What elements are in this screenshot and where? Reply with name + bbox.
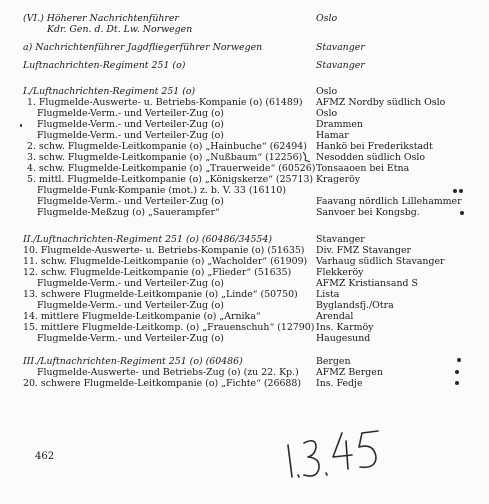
margin-dot (457, 358, 461, 362)
handwritten-note (282, 425, 392, 485)
list-row (0, 322, 489, 333)
unit-location: Flekkeröy (316, 267, 364, 278)
list-row (0, 367, 489, 378)
list-row (0, 256, 489, 267)
unit-name: 1. Flugmelde-Auswerte- u. Betriebs-Kompanie (o) (61489) (27, 97, 303, 108)
list-row (0, 163, 489, 174)
list-row (0, 356, 489, 367)
list-row (0, 289, 489, 300)
unit-location: AFMZ Nordby südlich Oslo (316, 97, 446, 108)
unit-name: Flugmelde-Auswerte- und Betriebs-Zug (o) (zu 22. Kp.) (37, 367, 299, 378)
unit-location: Byglandsfj./Otra (316, 300, 394, 311)
unit-location: Tonsaaoen bei Etna (316, 163, 410, 174)
list-row (0, 108, 489, 119)
unit-name: Flugmelde-Meßzug (o) „Sauerampfer“ (37, 207, 220, 218)
unit-name: Flugmelde-Verm.- und Verteiler-Zug (o) (37, 119, 224, 130)
unit-name: (VI.) Höherer Nachrichtenführer (23, 13, 179, 24)
unit-name: 11. schw. Flugmelde-Leitkompanie (o) „Wacholder“ (61909) (23, 256, 308, 267)
unit-name: Flugmelde-Verm.- und Verteiler-Zug (o) (37, 196, 224, 207)
list-row (0, 119, 489, 130)
unit-name: Flugmelde-Verm.- und Verteiler-Zug (o) (37, 108, 224, 119)
unit-location: Stavanger (316, 234, 365, 245)
margin-dot (460, 211, 464, 215)
unit-name: 10. Flugmelde-Auswerte- u. Betriebs-Kompanie (o) (51635) (23, 245, 305, 256)
unit-name: 12. schw. Flugmelde-Leitkompanie (o) „Flieder“ (51635) (23, 267, 292, 278)
unit-location: Haugesund (316, 333, 371, 344)
unit-location: Ins. Karmöy (316, 322, 374, 333)
unit-location: Oslo (316, 13, 338, 24)
list-row (0, 174, 489, 185)
unit-location: Hamar (316, 130, 349, 141)
list-row (0, 196, 489, 207)
list-row (0, 378, 489, 389)
unit-location: Stavanger (316, 60, 365, 71)
unit-name: 15. mittlere Flugmelde-Leitkomp. (o) „Frauenschuh“ (12790) (23, 322, 315, 333)
list-row (0, 86, 489, 97)
list-row (0, 207, 489, 218)
unit-location: Stavanger (316, 42, 365, 53)
margin-dot (455, 370, 459, 374)
unit-name: Flugmelde-Funk-Kompanie (mot.) z. b. V. 33 (16110) (37, 185, 286, 196)
unit-name: 20. schwere Flugmelde-Leitkompanie (o) „Fichte“ (26688) (23, 378, 301, 389)
margin-dot (453, 189, 457, 193)
unit-location: Varhaug südlich Stavanger (316, 256, 445, 267)
unit-name: 13. schwere Flugmelde-Leitkompanie (o) „Linde“ (50750) (23, 289, 298, 300)
list-row (0, 141, 489, 152)
margin-dot (459, 189, 463, 193)
unit-location: Arendal (316, 311, 354, 322)
list-row (0, 13, 489, 24)
list-row (0, 234, 489, 245)
unit-location: Lista (316, 289, 340, 300)
list-row (0, 267, 489, 278)
list-row (0, 60, 489, 71)
unit-name: Flugmelde-Verm.- und Verteiler-Zug (o) (37, 130, 224, 141)
list-row (0, 97, 489, 108)
unit-location: Oslo (316, 108, 338, 119)
page-number: 462 (35, 451, 55, 462)
list-row (0, 245, 489, 256)
margin-dot (20, 124, 22, 127)
unit-location: Sanvoer bei Kongsbg. (316, 207, 420, 218)
unit-name: 4. schw. Flugmelde-Leitkompanie (o) „Trauerweide“ (60526) (27, 163, 316, 174)
unit-name: Flugmelde-Verm.- und Verteiler-Zug (o) (37, 333, 224, 344)
unit-location: Oslo (316, 86, 338, 97)
unit-location: Hankö bei Frederikstadt (316, 141, 433, 152)
unit-name: Flugmelde-Verm.- und Verteiler-Zug (o) (37, 300, 224, 311)
list-row (0, 278, 489, 289)
pen-arrow-mark (301, 150, 315, 164)
unit-name: 5. mittl. Flugmelde-Leitkompanie (o) „Königskerze“ (25713) (27, 174, 314, 185)
list-row (0, 311, 489, 322)
margin-dot (455, 381, 459, 385)
unit-name: 2. schw. Flugmelde-Leitkompanie (o) „Hainbuche“ (62494) (27, 141, 307, 152)
list-row (0, 300, 489, 311)
unit-name: II./Luftnachrichten-Regiment 251 (o) (60486/34554) (23, 234, 273, 245)
list-row (0, 152, 489, 163)
unit-name: Flugmelde-Verm.- und Verteiler-Zug (o) (37, 278, 224, 289)
unit-location: Bergen (316, 356, 351, 367)
unit-name: Kdr. Gen. d. Dt. Lw. Norwegen (47, 24, 193, 35)
unit-location: Faavang nördlich Lillehammer (316, 196, 462, 207)
unit-name: I./Luftnachrichten-Regiment 251 (o) (23, 86, 196, 97)
unit-location: Krageröy (316, 174, 361, 185)
list-row (0, 130, 489, 141)
unit-name: 14. mittlere Flugmelde-Leitkompanie (o) „Arnika“ (23, 311, 261, 322)
unit-location: Ins. Fedje (316, 378, 363, 389)
list-row (0, 42, 489, 53)
list-row (0, 24, 489, 35)
unit-location: AFMZ Kristiansand S (316, 278, 418, 289)
unit-name: 3. schw. Flugmelde-Leitkompanie (o) „Nußbaum“ (12256) (27, 152, 303, 163)
unit-name: a) Nachrichtenführer Jagdfliegerführer Norwegen (23, 42, 263, 53)
unit-location: AFMZ Bergen (316, 367, 383, 378)
unit-location: Div. FMZ Stavanger (316, 245, 411, 256)
list-row (0, 185, 489, 196)
unit-location: Nesodden südlich Oslo (316, 152, 426, 163)
unit-location: Drammen (316, 119, 363, 130)
unit-name: Luftnachrichten-Regiment 251 (o) (23, 60, 186, 71)
list-row (0, 333, 489, 344)
unit-name: III./Luftnachrichten-Regiment 251 (o) (60486) (23, 356, 243, 367)
